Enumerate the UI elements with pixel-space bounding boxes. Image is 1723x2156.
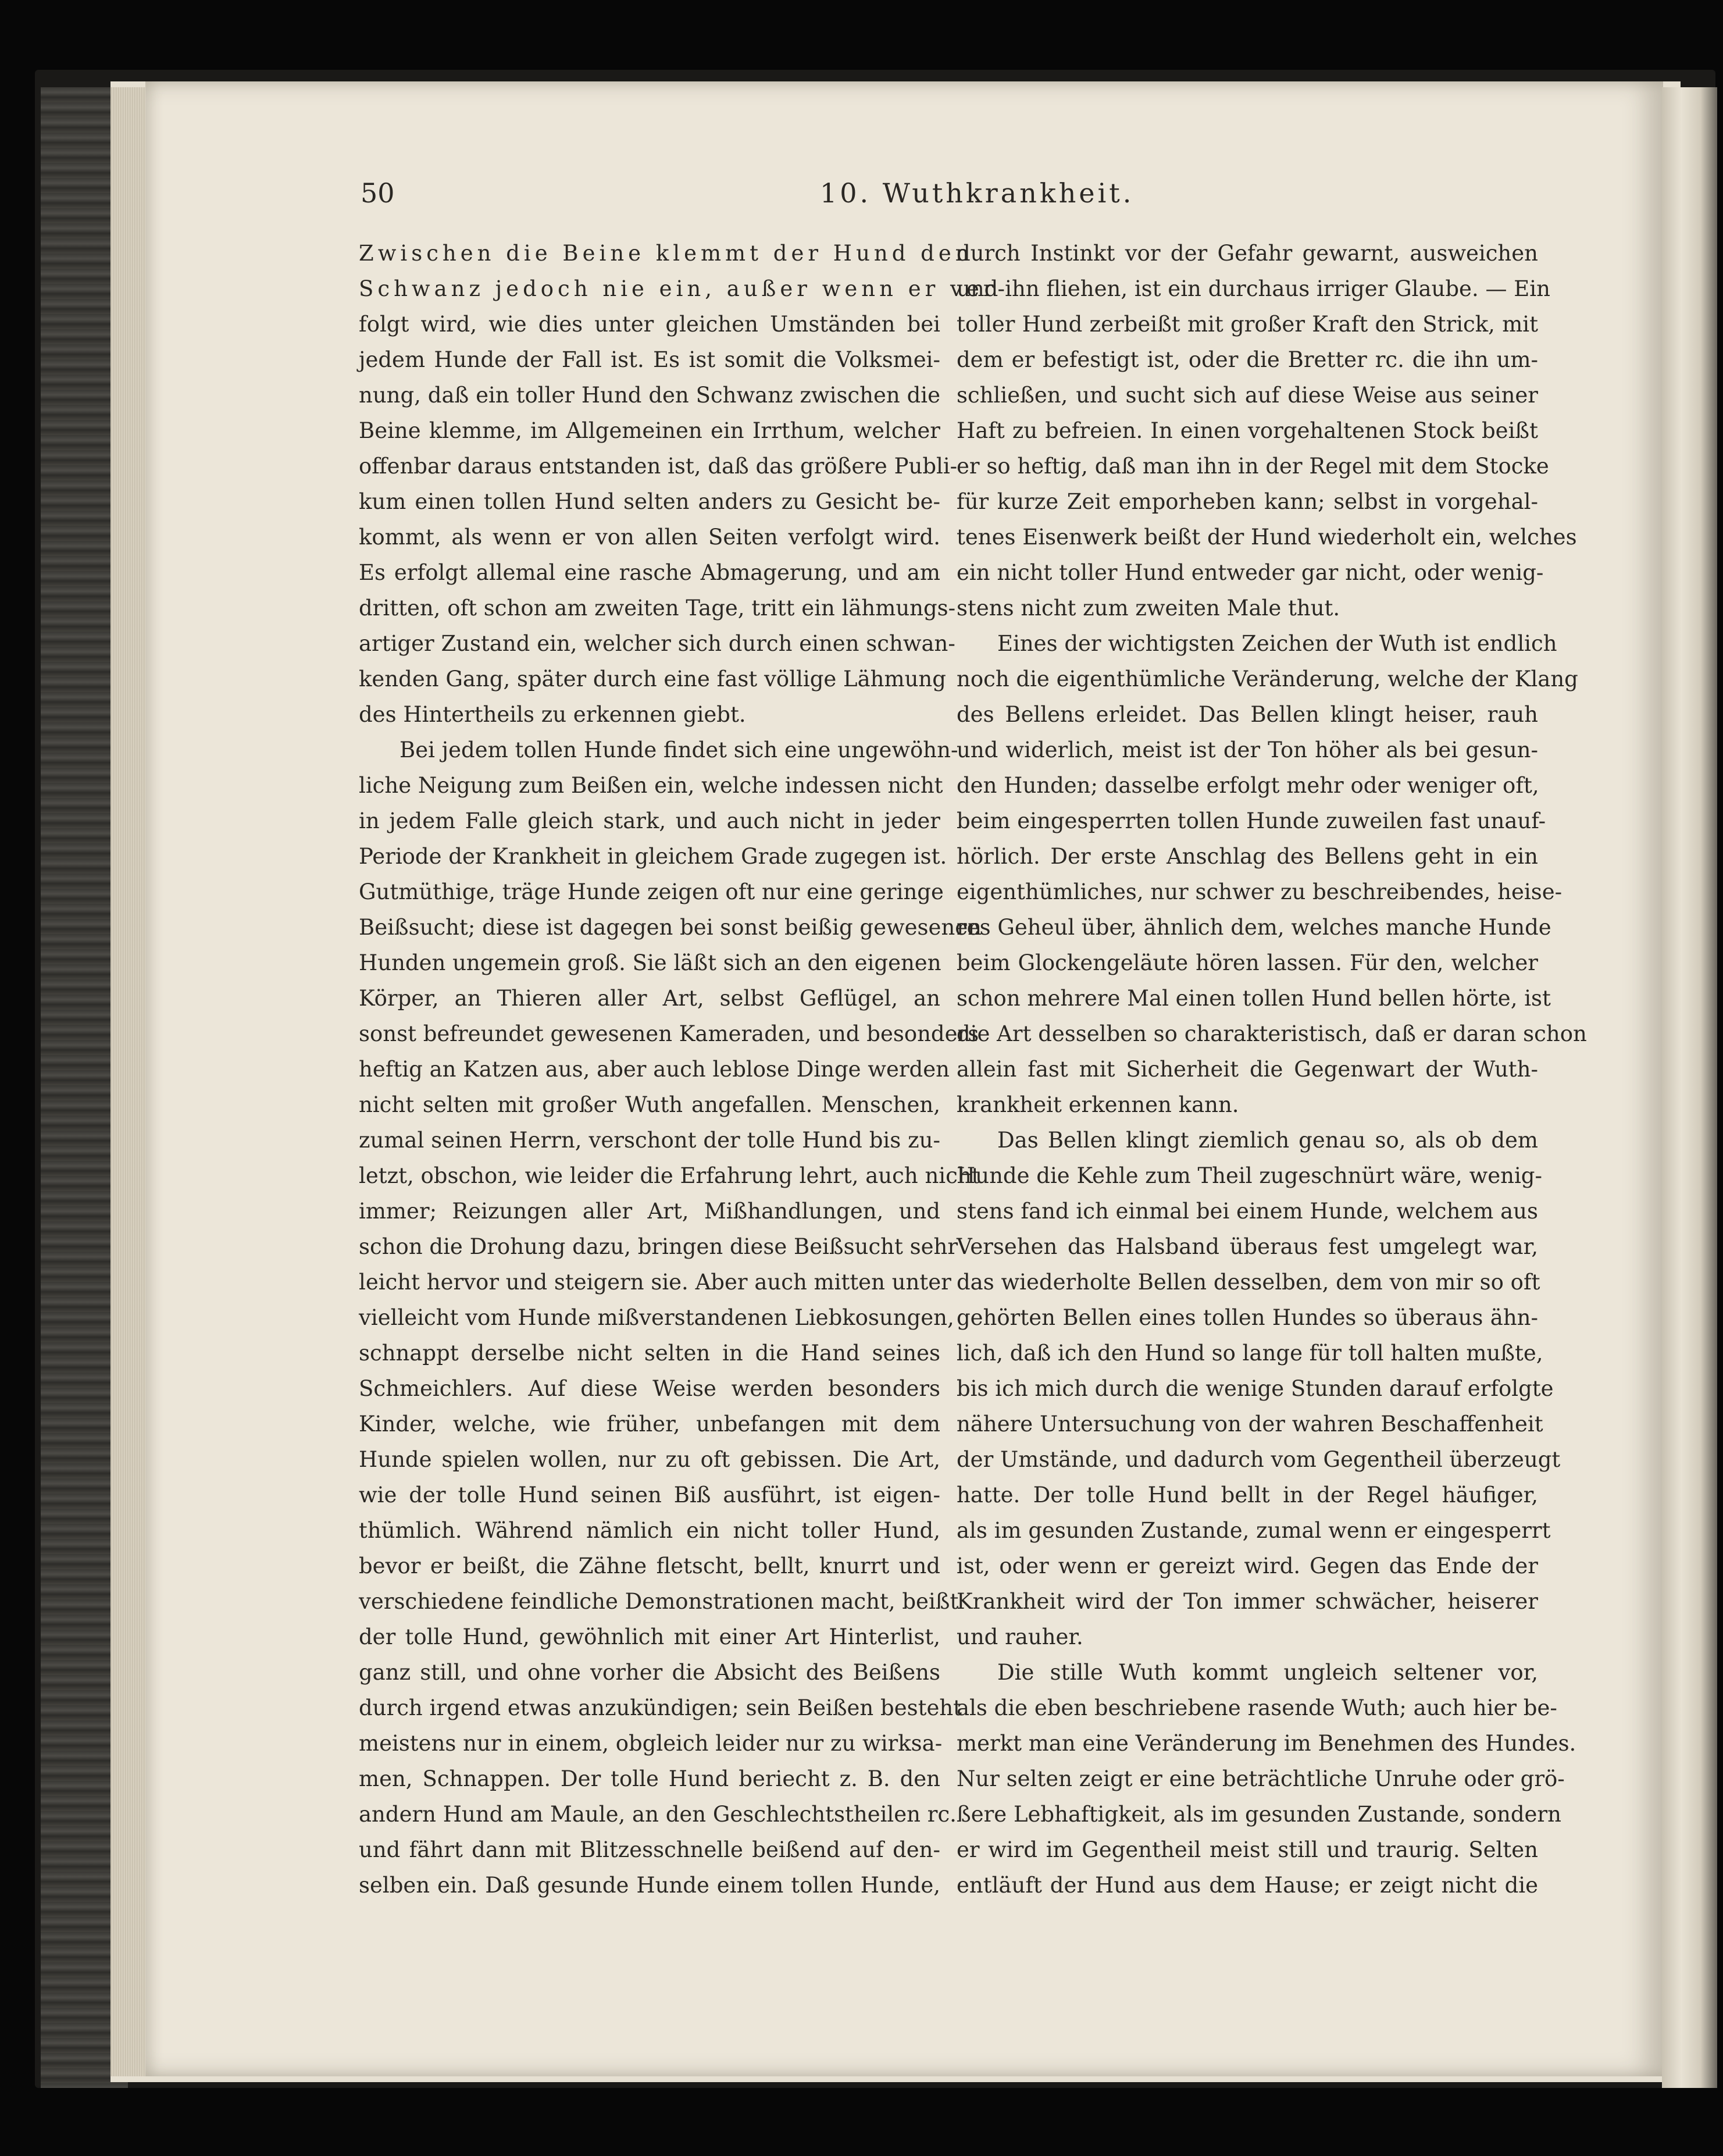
text-line: den Hunden; dasselbe erfolgt mehr oder weniger oft, (957, 773, 1539, 798)
text-line: hatte. Der tolle Hund bellt in der Regel häufiger, (957, 1483, 1538, 1508)
text-line: und ihn fliehen, ist ein durchaus irriger Glaube. — Ein (957, 276, 1550, 301)
text-line: ganz still, und ohne vorher die Absicht des Beißens (359, 1660, 940, 1685)
left-text-column (359, 236, 1009, 1903)
text-line: zumal seinen Herrn, verschont der tolle Hund bis zu- (359, 1128, 940, 1153)
text-line: tenes Eisenwerk beißt der Hund wiederholt ein, welches (957, 525, 1577, 550)
text-line: bevor er beißt, die Zähne fletscht, bellt, knurrt und (359, 1553, 940, 1578)
text-line: kenden Gang, später durch eine fast völlige Lähmung (359, 667, 946, 692)
text-line: Eines der wichtigsten Zeichen der Wuth ist endlich (997, 631, 1557, 656)
text-line: Periode der Krankheit in gleichem Grade zugegen ist. (359, 844, 947, 869)
text-line: res Geheul über, ähnlich dem, welches manche Hunde (957, 915, 1551, 940)
text-line: offenbar daraus entstanden ist, daß das größere Publi- (359, 454, 958, 479)
page-header (361, 177, 1428, 224)
text-line: des Bellens erleidet. Das Bellen klingt heiser, rauh (957, 702, 1538, 727)
text-line: vielleicht vom Hunde mißverstandenen Liebkosungen, (359, 1305, 954, 1330)
text-line: durch Instinkt vor der Gefahr gewarnt, ausweichen (957, 241, 1538, 266)
right-text-column (957, 236, 1587, 1903)
text-line: artiger Zustand ein, welcher sich durch einen schwan- (359, 631, 955, 656)
text-line: stens nicht zum zweiten Male thut. (957, 596, 1340, 621)
text-line: Das Bellen klingt ziemlich genau so, als ob dem (997, 1128, 1538, 1153)
text-line: dritten, oft schon am zweiten Tage, tritt ein lähmungs- (359, 596, 956, 621)
text-line: in jedem Falle gleich stark, und auch nicht in jeder (359, 808, 940, 833)
text-line: und widerlich, meist ist der Ton höher als bei gesun- (957, 737, 1538, 762)
text-line: des Hintertheils zu erkennen giebt. (359, 702, 746, 727)
text-line: immer; Reizungen aller Art, Mißhandlungen, und (359, 1199, 940, 1224)
text-line: Die stille Wuth kommt ungleich seltener vor, (997, 1660, 1538, 1685)
text-line: beim Glockengeläute hören lassen. Für den, welcher (957, 950, 1538, 975)
text-line: men, Schnappen. Der tolle Hund beriecht z. B. den (359, 1766, 940, 1791)
text-line: das wiederholte Bellen desselben, dem von mir so oft (957, 1270, 1540, 1295)
text-line: Hunde die Kehle zum Theil zugeschnürt wäre, wenig- (957, 1163, 1542, 1188)
text-line: verschiedene feindliche Demonstrationen macht, beißt (359, 1589, 959, 1614)
text-line: bis ich mich durch die wenige Stunden darauf erfolgte (957, 1376, 1554, 1401)
text-line: stens fand ich einmal bei einem Hunde, welchem aus (957, 1199, 1538, 1224)
text-line: kommt, als wenn er von allen Seiten verfolgt wird. (359, 525, 940, 550)
text-line: Beine klemme, im Allgemeinen ein Irrthum, welcher (359, 418, 940, 443)
text-line: durch irgend etwas anzukündigen; sein Beißen besteht (359, 1695, 962, 1720)
text-line: allein fast mit Sicherheit die Gegenwart der Wuth- (957, 1057, 1538, 1082)
text-line: Kinder, welche, wie früher, unbefangen mit dem (359, 1412, 940, 1437)
text-line: und rauher. (957, 1624, 1083, 1649)
text-line: wie der tolle Hund seinen Biß ausführt, ist eigen- (359, 1483, 940, 1508)
text-line: kum einen tollen Hund selten anders zu Gesicht be- (359, 489, 940, 514)
page-number: 50 (361, 177, 395, 209)
text-line: leicht hervor und steigern sie. Aber auch mitten unter (359, 1270, 951, 1295)
text-line: er wird im Gegentheil meist still und traurig. Selten (957, 1837, 1538, 1862)
text-line: und fährt dann mit Blitzesschnelle beißend auf den- (359, 1837, 940, 1862)
text-line: Versehen das Halsband überaus fest umgelegt war, (957, 1234, 1538, 1259)
text-line: entläuft der Hund aus dem Hause; er zeigt nicht die (957, 1873, 1538, 1898)
text-line: Krankheit wird der Ton immer schwächer, heiserer (957, 1589, 1538, 1614)
text-line: nähere Untersuchung von der wahren Beschaffenheit (957, 1412, 1543, 1437)
text-line: schon mehrere Mal einen tollen Hund bellen hörte, ist (957, 986, 1551, 1011)
text-line: thümlich. Während nämlich ein nicht toller Hund, (359, 1518, 940, 1543)
text-line: krankheit erkennen kann. (957, 1092, 1239, 1117)
text-line: nung, daß ein toller Hund den Schwanz zwischen die (359, 383, 940, 408)
text-line: nicht selten mit großer Wuth angefallen. Menschen, (359, 1092, 940, 1117)
running-title: 10. Wuthkrankheit. (820, 177, 1135, 209)
text-line: Es erfolgt allemal eine rasche Abmagerung, und am (359, 560, 940, 585)
text-line: folgt wird, wie dies unter gleichen Umständen bei (359, 312, 940, 337)
text-line: Haft zu befreien. In einen vorgehaltenen Stock beißt (957, 418, 1538, 443)
text-line: ßere Lebhaftigkeit, als im gesunden Zustande, sondern (957, 1802, 1561, 1827)
text-line: andern Hund am Maule, an den Geschlechtstheilen rc. (359, 1802, 957, 1827)
text-line: Bei jedem tollen Hunde findet sich eine ungewöhn- (399, 737, 958, 762)
text-line: schließen, und sucht sich auf diese Weise aus seiner (957, 383, 1538, 408)
text-line: Zwischen die Beine klemmt der Hund den (359, 241, 973, 266)
facing-page-edge (1662, 87, 1717, 2088)
text-line: der tolle Hund, gewöhnlich mit einer Art Hinterlist, (359, 1624, 940, 1649)
text-line: die Art desselben so charakteristisch, daß er daran schon (957, 1021, 1587, 1046)
text-line: hörlich. Der erste Anschlag des Bellens geht in ein (957, 844, 1538, 869)
text-line: liche Neigung zum Beißen ein, welche indessen nicht (359, 773, 943, 798)
text-line: er so heftig, daß man ihn in der Regel mit dem Stocke (957, 454, 1549, 479)
text-line: lich, daß ich den Hund so lange für toll halten mußte, (957, 1341, 1543, 1366)
text-line: für kurze Zeit emporheben kann; selbst in vorgehal- (957, 489, 1538, 514)
text-line: Schwanz jedoch nie ein, außer wenn er ver- (359, 276, 1009, 301)
text-line: schon die Drohung dazu, bringen diese Beißsucht sehr (359, 1234, 958, 1259)
text-line: als die eben beschriebene rasende Wuth; auch hier be- (957, 1695, 1557, 1720)
text-line: sonst befreundet gewesenen Kameraden, und besonders (359, 1021, 979, 1046)
text-line: meistens nur in einem, obgleich leider nur zu wirksa- (359, 1731, 943, 1756)
text-line: Hunde spielen wollen, nur zu oft gebissen. Die Art, (359, 1447, 940, 1472)
text-line: gehörten Bellen eines tollen Hundes so überaus ähn- (957, 1305, 1538, 1330)
text-line: noch die eigenthümliche Veränderung, welche der Klang (957, 667, 1578, 692)
text-line: jedem Hunde der Fall ist. Es ist somit die Volksmei- (359, 347, 940, 372)
text-line: Beißsucht; diese ist dagegen bei sonst beißig gewesenen (359, 915, 982, 940)
text-line: selben ein. Daß gesunde Hunde einem tollen Hunde, (359, 1873, 940, 1898)
text-line: als im gesunden Zustande, zumal wenn er eingesperrt (957, 1518, 1551, 1543)
text-line: Nur selten zeigt er eine beträchtliche Unruhe oder grö- (957, 1766, 1565, 1791)
text-line: heftig an Katzen aus, aber auch leblose Dinge werden (359, 1057, 950, 1082)
text-line: dem er befestigt ist, oder die Bretter rc. die ihn um- (957, 347, 1538, 372)
text-line: eigenthümliches, nur schwer zu beschreibendes, heise- (957, 879, 1563, 904)
text-line: letzt, obschon, wie leider die Erfahrung lehrt, auch nicht (359, 1163, 980, 1188)
text-line: ein nicht toller Hund entweder gar nicht, oder wenig- (957, 560, 1544, 585)
text-line: Hunden ungemein groß. Sie läßt sich an den eigenen (359, 950, 941, 975)
text-line: toller Hund zerbeißt mit großer Kraft den Strick, mit (957, 312, 1538, 337)
text-line: schnappt derselbe nicht selten in die Hand seines (359, 1341, 940, 1366)
text-line: ist, oder wenn er gereizt wird. Gegen das Ende der (957, 1553, 1538, 1578)
text-line: merkt man eine Veränderung im Benehmen des Hundes. (957, 1731, 1576, 1756)
text-line: Körper, an Thieren aller Art, selbst Geflügel, an (359, 986, 940, 1011)
text-line: Gutmüthige, träge Hunde zeigen oft nur eine geringe (359, 879, 944, 904)
text-line: der Umstände, und dadurch vom Gegentheil überzeugt (957, 1447, 1561, 1472)
text-line: beim eingesperrten tollen Hunde zuweilen fast unauf- (957, 808, 1546, 833)
text-line: Schmeichlers. Auf diese Weise werden besonders (359, 1376, 940, 1401)
